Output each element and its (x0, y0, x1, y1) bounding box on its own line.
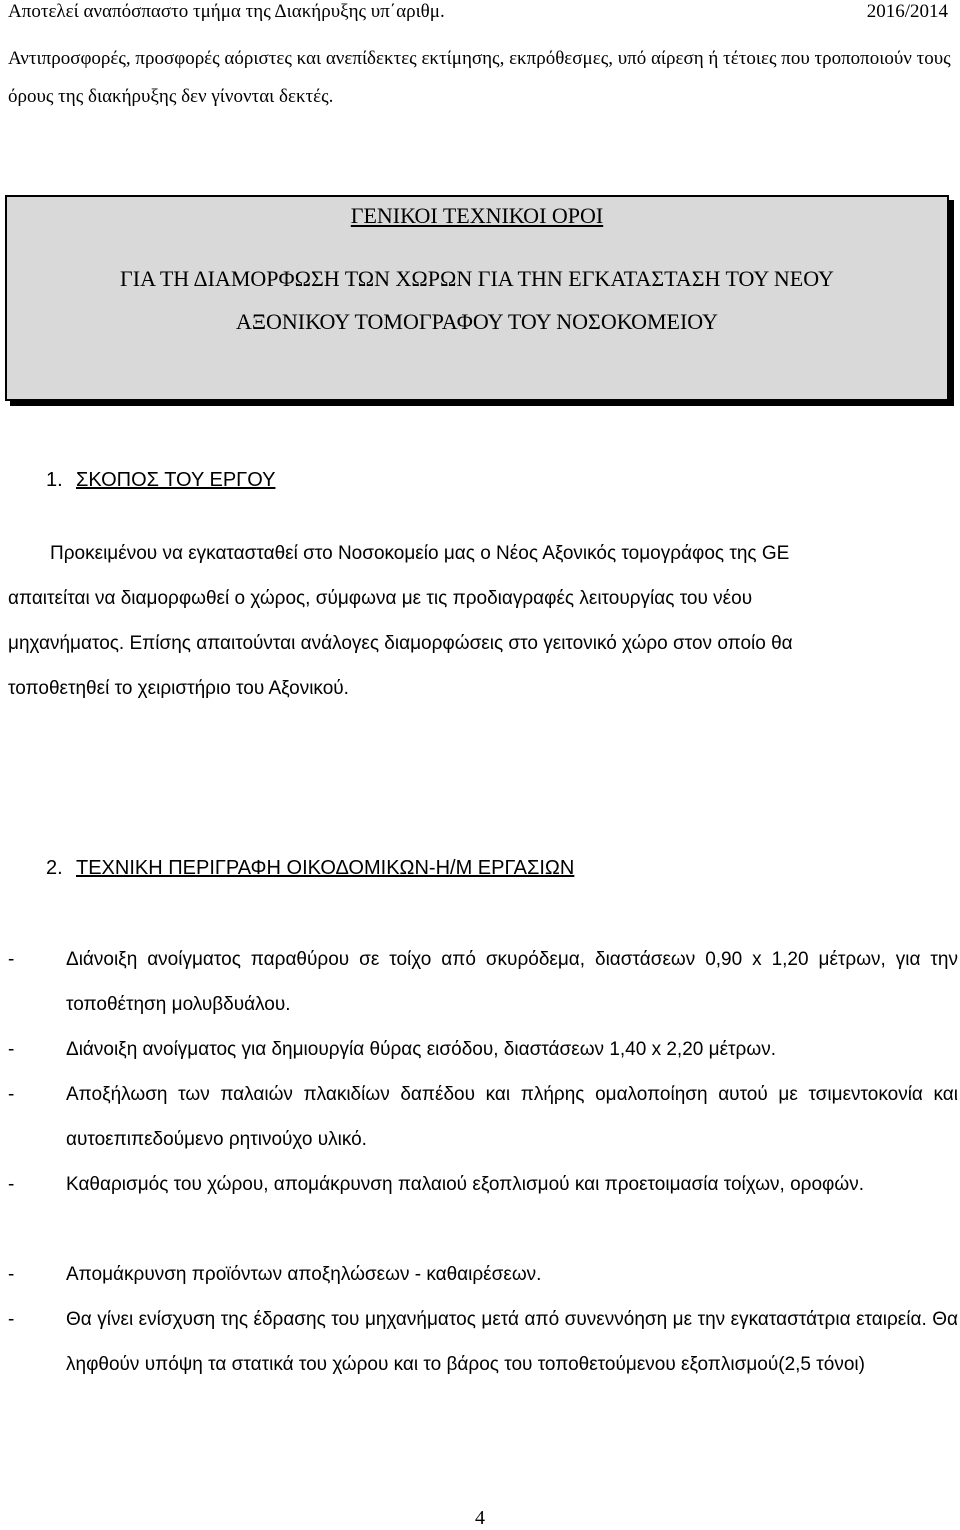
list-item (8, 1027, 958, 1072)
list-item-text: Απομάκρυνση προϊόντων αποξηλώσεων - καθαιρέσεων. (66, 1264, 542, 1285)
list-item-text: Καθαρισμός του χώρου, απομάκρυνση παλαιού εξοπλισμού και προετοιμασία τοίχων, οροφών. (66, 1174, 864, 1195)
list-item (8, 937, 958, 1027)
section-1-line-3: μηχανήματος. Επίσης απαιτούνται ανάλογες διαμορφώσεις στο γειτονικό χώρο στον οποίο θα (8, 633, 793, 654)
header-reference: Αποτελεί αναπόσπαστο τμήμα της Διακήρυξης υπ΄αριθμ. (8, 1, 445, 22)
bullet-dash: - (8, 949, 15, 970)
section-1-line-4: τοποθετηθεί το χειριστήριο του Αξονικού. (8, 678, 349, 699)
bullet-dash: - (8, 1039, 15, 1060)
section-1-heading (46, 466, 275, 494)
section-2-title: ΤΕΧΝΙΚΗ ΠΕΡΙΓΡΑΦΗ ΟΙΚΟΔΟΜΙΚΩΝ-Η/Μ ΕΡΓΑΣΙΩΝ (76, 857, 575, 879)
list-item (8, 1297, 958, 1387)
section-2-number: 2. (46, 857, 63, 879)
title-box-heading: ΓΕΝΙΚΟΙ ΤΕΧΝΙΚΟΙ ΟΡΟΙ (350, 203, 604, 228)
intro-paragraph: Αντιπροσφορές, προσφορές αόριστες και ανεπίδεκτες εκτίμησης, εκπρόθεσμες, υπό αίρεση ή τέτοιες που τροποποιούν τους όρους της διακήρυξης δεν γίνονται δεκτές. (8, 48, 951, 107)
bullet-dash: - (8, 1309, 15, 1330)
list-item (8, 1162, 958, 1207)
bullet-dash: - (8, 1174, 15, 1195)
list-item-text: Διάνοιξη ανοίγματος για δημιουργία θύρας εισόδου, διαστάσεων 1,40 x 2,20 μέτρων. (66, 1039, 776, 1060)
list-item (8, 1252, 958, 1297)
section-2-heading (46, 854, 574, 882)
section-1-line-1: Προκειμένου να εγκατασταθεί στο Νοσοκομείο μας ο Νέος Αξονικός τομογράφος της GE (50, 543, 790, 564)
list-item-text: Διάνοιξη ανοίγματος παραθύρου σε τοίχο από σκυρόδεμα, διαστάσεων 0,90 x 1,20 μέτρων, για την τοποθέτηση μολυβδυάλου. (66, 949, 958, 1015)
title-box-subtitle-line-1: ΓΙΑ ΤΗ ΔΙΑΜΟΡΦΩΣΗ ΤΩΝ ΧΩΡΩΝ ΓΙΑ ΤΗΝ ΕΓΚΑΤΑΣΤΑΣΗ ΤΟΥ ΝΕΟΥ (120, 266, 834, 291)
section-1-line-2: απαιτείται να διαμορφωθεί ο χώρος, σύμφωνα με τις προδιαγραφές λειτουργίας του νέου (8, 588, 753, 609)
list-item-text: Θα γίνει ενίσχυση της έδρασης του μηχανήματος μετά από συνεννόηση με την εγκαταστάτρια εταιρεία. Θα ληφθούν υπόψη τα στατικά του χώρου και το βάρος του τοποθετούμενου εξοπλισμού(2,5 τόνοι) (66, 1309, 958, 1375)
section-1-number: 1. (46, 469, 63, 491)
page-number: 4 (475, 1507, 485, 1529)
list-item-text: Αποξήλωση των παλαιών πλακιδίων δαπέδου και πλήρης ομαλοποίηση αυτού με τσιμεντοκονία και αυτοεπιπεδούμενο ρητινούχο υλικό. (66, 1084, 958, 1150)
section-1-title: ΣΚΟΠΟΣ ΤΟΥ ΕΡΓΟΥ (76, 469, 276, 491)
bullet-dash: - (8, 1084, 15, 1105)
header-year: 2016/2014 (866, 1, 948, 22)
bullet-dash: - (8, 1264, 15, 1285)
list-item (8, 1072, 958, 1162)
title-box-subtitle-line-2: ΑΞΟΝΙΚΟΥ ΤΟΜΟΓΡΑΦΟΥ ΤΟΥ ΝΟΣΟΚΟΜΕΙΟΥ (236, 309, 718, 334)
